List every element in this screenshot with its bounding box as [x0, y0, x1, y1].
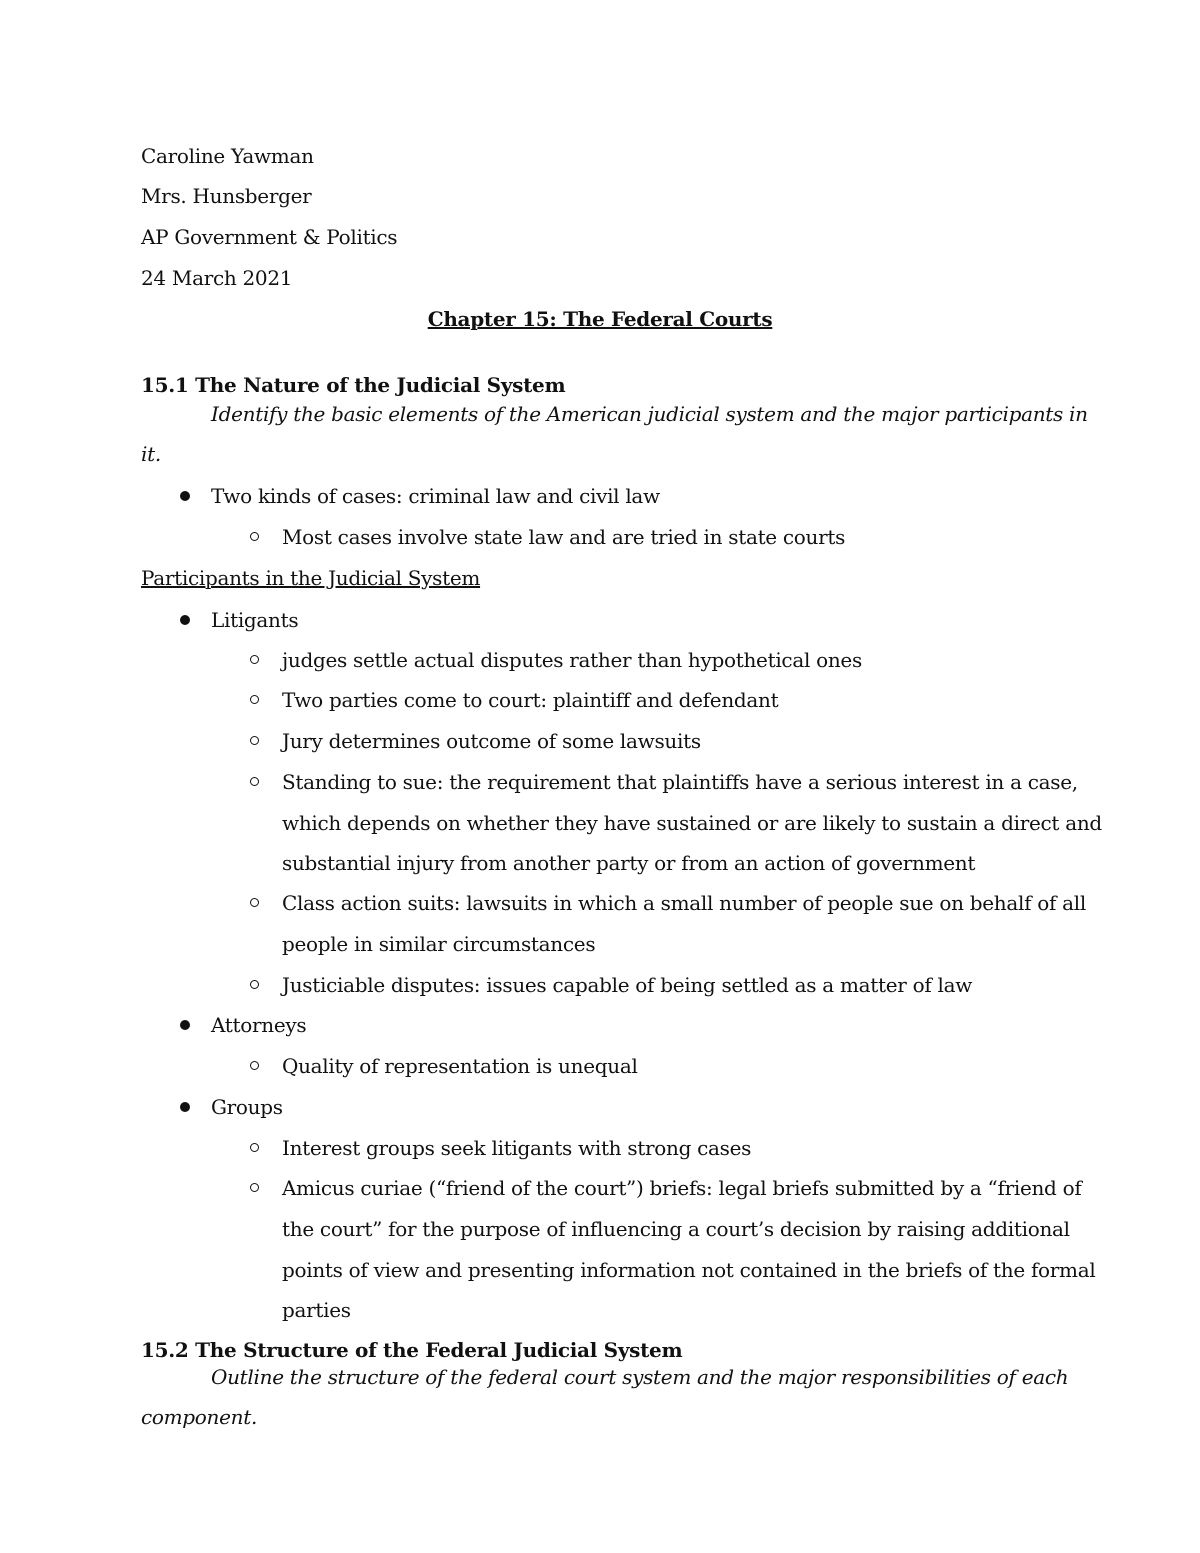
sub-item-standing-cont: substantial injury from another party or from an action of government [282, 851, 976, 875]
bullet-icon [180, 491, 190, 501]
bullet-icon [180, 615, 190, 625]
section-1-heading: 15.1 The Nature of the Judicial System [141, 373, 566, 397]
sub-item-parties: Two parties come to court: plaintiff and defendant [282, 688, 779, 712]
bullet-icon [180, 1020, 190, 1030]
sub-item-justiciable: Justiciable disputes: issues capable of being settled as a matter of law [282, 973, 973, 997]
sub-bullet-icon [250, 898, 259, 907]
sub-item-standing-cont: which depends on whether they have sustained or are likely to sustain a direct and [282, 811, 1102, 835]
list-item-groups: Groups [211, 1095, 283, 1119]
student-name: Caroline Yawman [141, 144, 314, 168]
sub-item-jury: Jury determines outcome of some lawsuits [282, 729, 701, 753]
document-date: 24 March 2021 [141, 266, 293, 290]
bullet-icon [180, 1102, 190, 1112]
section-2-objective-cont: component. [141, 1405, 258, 1429]
sub-item-amicus: Amicus curiae (“friend of the court”) briefs: legal briefs submitted by a “friend of [282, 1176, 1082, 1200]
sub-item-amicus-cont: the court” for the purpose of influencing a court’s decision by raising additional [282, 1217, 1070, 1241]
list-item-litigants: Litigants [211, 608, 299, 632]
sub-item-interest-groups: Interest groups seek litigants with strong cases [282, 1136, 752, 1160]
sub-item-amicus-cont: parties [282, 1298, 351, 1322]
teacher-name: Mrs. Hunsberger [141, 184, 312, 208]
sub-bullet-icon [250, 777, 259, 786]
sub-item-class-action: Class action suits: lawsuits in which a small number of people sue on behalf of all [282, 891, 1086, 915]
sub-bullet-icon [250, 980, 259, 989]
sub-item-standing: Standing to sue: the requirement that plaintiffs have a serious interest in a case, [282, 770, 1078, 794]
section-2-heading: 15.2 The Structure of the Federal Judicial System [141, 1338, 683, 1362]
sub-item-representation: Quality of representation is unequal [282, 1054, 638, 1078]
sub-item-class-action-cont: people in similar circumstances [282, 932, 596, 956]
chapter-title: Chapter 15: The Federal Courts [427, 307, 773, 331]
sub-bullet-icon [250, 736, 259, 745]
course-name: AP Government & Politics [141, 225, 398, 249]
sub-bullet-icon [250, 655, 259, 664]
sub-bullet-icon [250, 532, 259, 541]
section-2-objective: Outline the structure of the federal court system and the major responsibilities of each [211, 1365, 1069, 1389]
list-item-cases: Two kinds of cases: criminal law and civil law [211, 484, 660, 508]
sub-item-state-law: Most cases involve state law and are tried in state courts [282, 525, 846, 549]
section-1-objective-cont: it. [141, 442, 161, 466]
sub-bullet-icon [250, 1061, 259, 1070]
participants-heading: Participants in the Judicial System [141, 566, 481, 590]
sub-item-amicus-cont: points of view and presenting information not contained in the briefs of the formal [282, 1258, 1096, 1282]
sub-item-judges: judges settle actual disputes rather than hypothetical ones [282, 648, 862, 672]
sub-bullet-icon [250, 1143, 259, 1152]
list-item-attorneys: Attorneys [211, 1013, 307, 1037]
sub-bullet-icon [250, 695, 259, 704]
section-1-objective: Identify the basic elements of the American judicial system and the major participants in [211, 402, 1088, 426]
sub-bullet-icon [250, 1183, 259, 1192]
